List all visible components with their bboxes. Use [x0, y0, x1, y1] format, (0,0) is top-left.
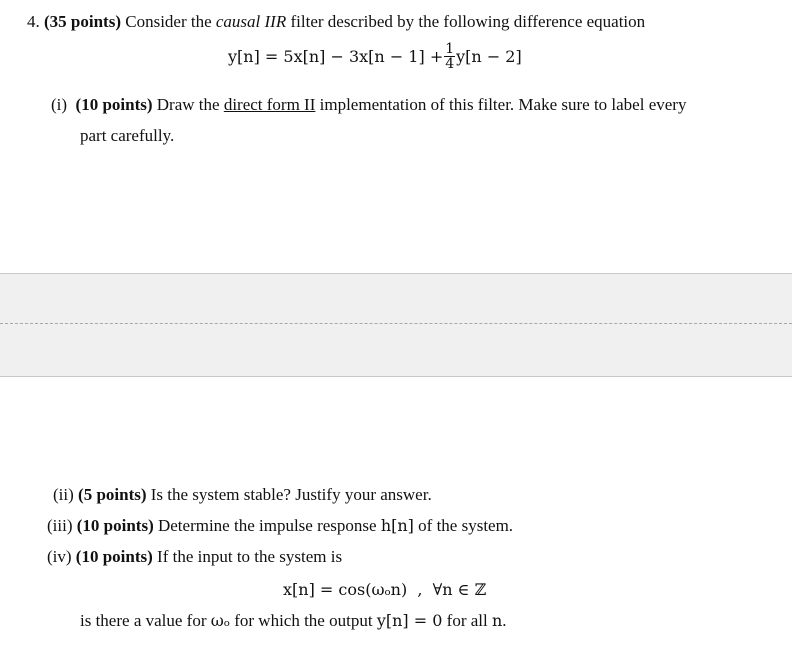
part-iv-text: If the input to the system is: [157, 547, 343, 566]
part-ii: [53, 485, 432, 505]
part-iii: [47, 516, 513, 536]
fraction-numerator: 1: [445, 41, 455, 57]
part-iv-q-post: for all: [446, 611, 488, 630]
part-i-line-1: [51, 95, 686, 115]
part-iv-q-mid: for which the output: [234, 611, 373, 630]
part-ii-label: (ii): [53, 485, 74, 504]
equation-right: y[n − 2]: [456, 47, 522, 66]
part-iii-text-post: of the system.: [418, 516, 514, 535]
fraction-denominator: 4: [445, 56, 455, 72]
part-i-points: (10 points): [75, 95, 153, 114]
equation-fraction: [444, 42, 455, 71]
problem-intro-pre: Consider the: [125, 12, 212, 31]
input-signal-equation: x[n] = cos(ωₒn) , ∀n ∈ ℤ: [283, 580, 487, 599]
part-iv-label: (iv): [47, 547, 72, 566]
part-iv-q-pre: is there a value for: [80, 611, 207, 630]
impulse-response-symbol: h[n]: [380, 516, 414, 535]
problem-number: 4.: [27, 12, 40, 31]
part-iii-label: (iii): [47, 516, 73, 535]
equation-left: y[n] = 5x[n] − 3x[n − 1] +: [228, 47, 444, 66]
omega-symbol: ωₒ: [210, 611, 230, 630]
part-iv-points: (10 points): [75, 547, 153, 566]
page-break-band: [0, 273, 792, 377]
part-iii-points: (10 points): [76, 516, 154, 535]
part-i-label: (i): [51, 95, 68, 114]
output-zero-expression: y[n] = 0: [376, 611, 443, 630]
problem-points: (35 points): [44, 12, 121, 31]
part-iv-q-end: .: [502, 611, 507, 630]
part-i-text-post: implementation of this filter. Make sure to label every: [319, 95, 687, 114]
difference-equation: [228, 42, 522, 71]
part-i-line-2: part carefully.: [80, 126, 175, 145]
part-iv: [47, 547, 342, 567]
part-iii-text-pre: Determine the impulse response: [157, 516, 377, 535]
part-ii-text: Is the system stable? Justify your answer.: [150, 485, 432, 504]
page-break-dashed-line: [0, 323, 792, 324]
problem-intro-post: filter described by the following difference equation: [290, 12, 646, 31]
problem-4-statement: [27, 12, 645, 32]
part-ii-points: (5 points): [78, 485, 147, 504]
n-symbol: n: [491, 611, 503, 630]
problem-intro-emphasis: causal IIR: [215, 12, 287, 31]
part-iv-question: [80, 611, 507, 631]
part-i-text-pre: Draw the: [156, 95, 220, 114]
direct-form-ii-term: direct form II: [223, 95, 316, 114]
